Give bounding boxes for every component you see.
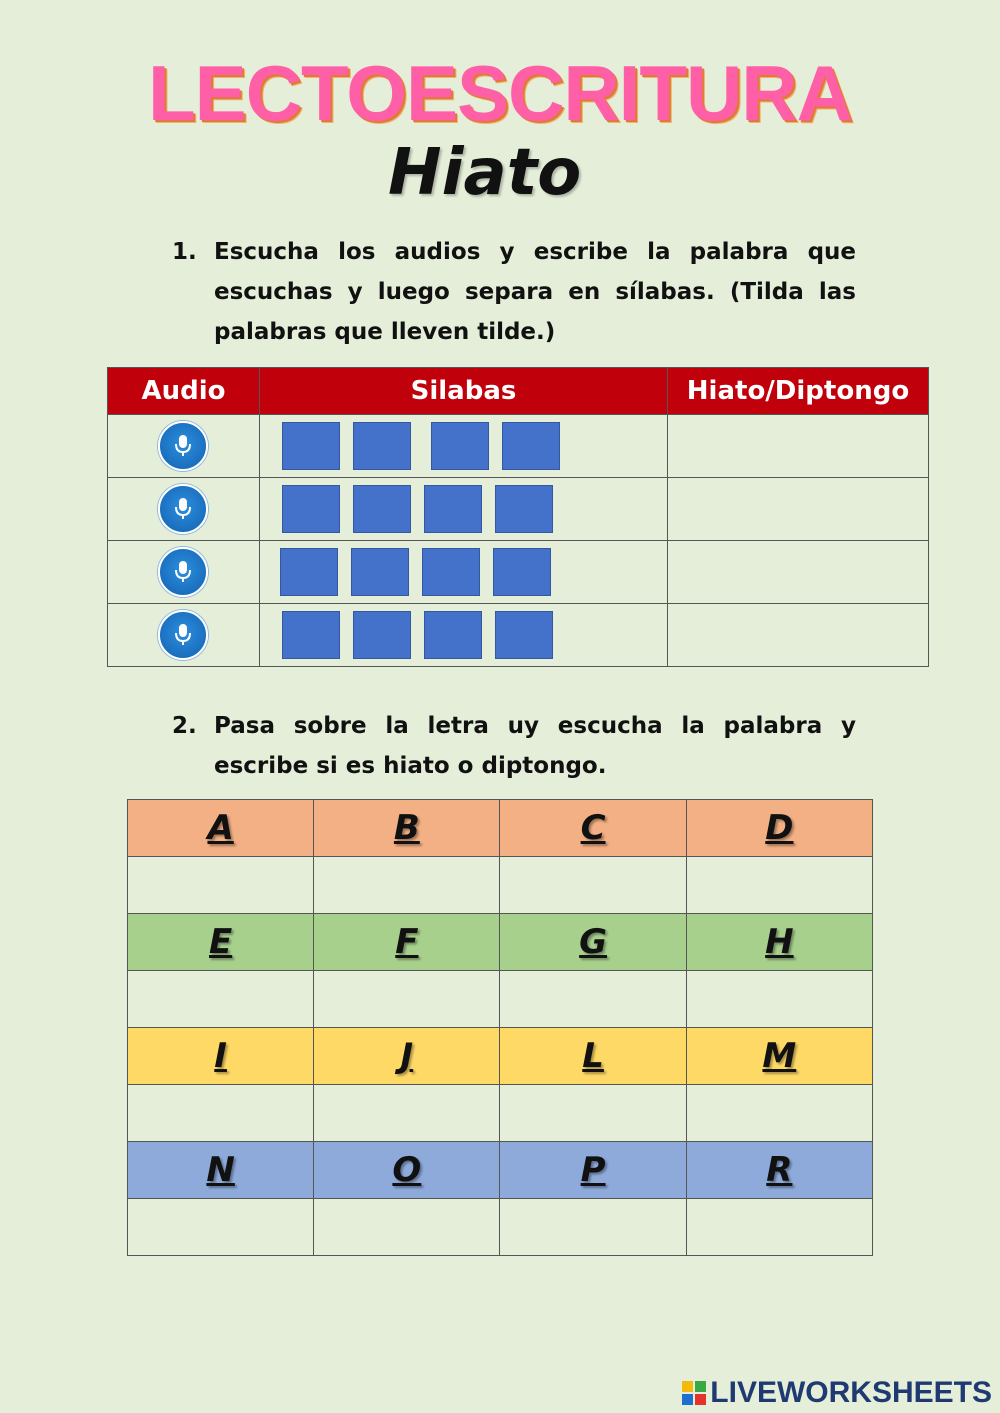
answer-cell[interactable]: [500, 971, 686, 1028]
syllable-table-header: [108, 368, 929, 415]
letter-p[interactable]: P: [500, 1142, 686, 1199]
liveworksheets-logo[interactable]: [682, 1376, 992, 1410]
microphone-icon[interactable]: [158, 484, 208, 534]
syllable-input-box[interactable]: [495, 485, 553, 533]
answer-row: [128, 1085, 873, 1142]
letter-a[interactable]: A: [128, 800, 314, 857]
answer-cell[interactable]: [314, 857, 500, 914]
answer-cell[interactable]: [500, 1085, 686, 1142]
syllable-input-box[interactable]: [282, 611, 340, 659]
answer-cell[interactable]: [686, 1085, 872, 1142]
syllable-input-box[interactable]: [424, 611, 482, 659]
letter-o[interactable]: O: [314, 1142, 500, 1199]
syllable-input-box[interactable]: [431, 422, 489, 470]
instruction-number: 2.: [172, 713, 197, 739]
syllables-cell: [260, 415, 668, 478]
letter-row: [128, 914, 873, 971]
instruction-text: Pasa sobre la letra uy escucha la palabra y escribe si es hiato o diptongo.: [214, 713, 856, 779]
table-row: [108, 604, 929, 667]
instruction-number: 1.: [172, 239, 197, 265]
instruction-text: Escucha los audios y escribe la palabra que escuchas y luego separa en sílabas. (Tilda las palabras que lleven tilde.): [214, 239, 856, 345]
hiato-diptongo-answer[interactable]: [668, 541, 929, 604]
letter-m[interactable]: M: [686, 1028, 872, 1085]
answer-cell[interactable]: [500, 1199, 686, 1256]
audio-cell: [108, 541, 260, 604]
letter-g[interactable]: G: [500, 914, 686, 971]
letter-l[interactable]: L: [500, 1028, 686, 1085]
hiato-diptongo-answer[interactable]: [668, 604, 929, 667]
audio-cell: [108, 604, 260, 667]
syllable-input-box[interactable]: [493, 548, 551, 596]
syllable-input-box[interactable]: [353, 422, 411, 470]
answer-cell[interactable]: [128, 1199, 314, 1256]
syllable-input-box[interactable]: [422, 548, 480, 596]
answer-cell[interactable]: [128, 1085, 314, 1142]
table-row: [108, 478, 929, 541]
syllable-input-box[interactable]: [282, 422, 340, 470]
audio-cell: [108, 415, 260, 478]
answer-row: [128, 971, 873, 1028]
hiato-diptongo-answer[interactable]: [668, 415, 929, 478]
syllable-input-box[interactable]: [351, 548, 409, 596]
answer-cell[interactable]: [686, 971, 872, 1028]
letter-r[interactable]: R: [686, 1142, 872, 1199]
letter-j[interactable]: J: [314, 1028, 500, 1085]
page-title: LECTOESCRITURA: [148, 49, 852, 137]
syllable-input-box[interactable]: [353, 485, 411, 533]
page-subtitle: Hiato: [388, 136, 582, 210]
answer-cell[interactable]: [686, 857, 872, 914]
answer-cell[interactable]: [314, 971, 500, 1028]
audio-cell: [108, 478, 260, 541]
syllable-input-box[interactable]: [495, 611, 553, 659]
letter-d[interactable]: D: [686, 800, 872, 857]
letter-row: [128, 1028, 873, 1085]
table-row: [108, 415, 929, 478]
answer-cell[interactable]: [128, 857, 314, 914]
microphone-icon[interactable]: [158, 610, 208, 660]
letter-row: [128, 1142, 873, 1199]
syllable-table: [107, 367, 929, 667]
answer-cell[interactable]: [686, 1199, 872, 1256]
syllable-input-box[interactable]: [353, 611, 411, 659]
answer-cell[interactable]: [500, 857, 686, 914]
answer-row: [128, 857, 873, 914]
header-audio: Audio: [108, 368, 260, 415]
syllable-input-box[interactable]: [424, 485, 482, 533]
answer-cell[interactable]: [314, 1199, 500, 1256]
letter-b[interactable]: B: [314, 800, 500, 857]
syllables-cell: [260, 604, 668, 667]
answer-cell[interactable]: [128, 971, 314, 1028]
microphone-icon[interactable]: [158, 421, 208, 471]
syllable-input-box[interactable]: [502, 422, 560, 470]
syllable-input-box[interactable]: [280, 548, 338, 596]
microphone-icon[interactable]: [158, 547, 208, 597]
syllables-cell: [260, 541, 668, 604]
letter-f[interactable]: F: [314, 914, 500, 971]
answer-cell[interactable]: [314, 1085, 500, 1142]
letter-e[interactable]: E: [128, 914, 314, 971]
syllables-cell: [260, 478, 668, 541]
letter-n[interactable]: N: [128, 1142, 314, 1199]
answer-row: [128, 1199, 873, 1256]
letter-row: [128, 800, 873, 857]
letter-h[interactable]: H: [686, 914, 872, 971]
letter-c[interactable]: C: [500, 800, 686, 857]
liveworksheets-logo-icon: [682, 1381, 706, 1405]
header-silabas: Silabas: [260, 368, 668, 415]
letter-i[interactable]: I: [128, 1028, 314, 1085]
syllable-input-box[interactable]: [282, 485, 340, 533]
instruction-1: [172, 232, 856, 352]
logo-text: LIVEWORKSHEETS: [710, 1376, 992, 1409]
table-row: [108, 541, 929, 604]
instruction-2: [172, 706, 856, 786]
header-hiato-diptongo: Hiato/Diptongo: [668, 368, 929, 415]
letters-table: [127, 799, 873, 1256]
hiato-diptongo-answer[interactable]: [668, 478, 929, 541]
